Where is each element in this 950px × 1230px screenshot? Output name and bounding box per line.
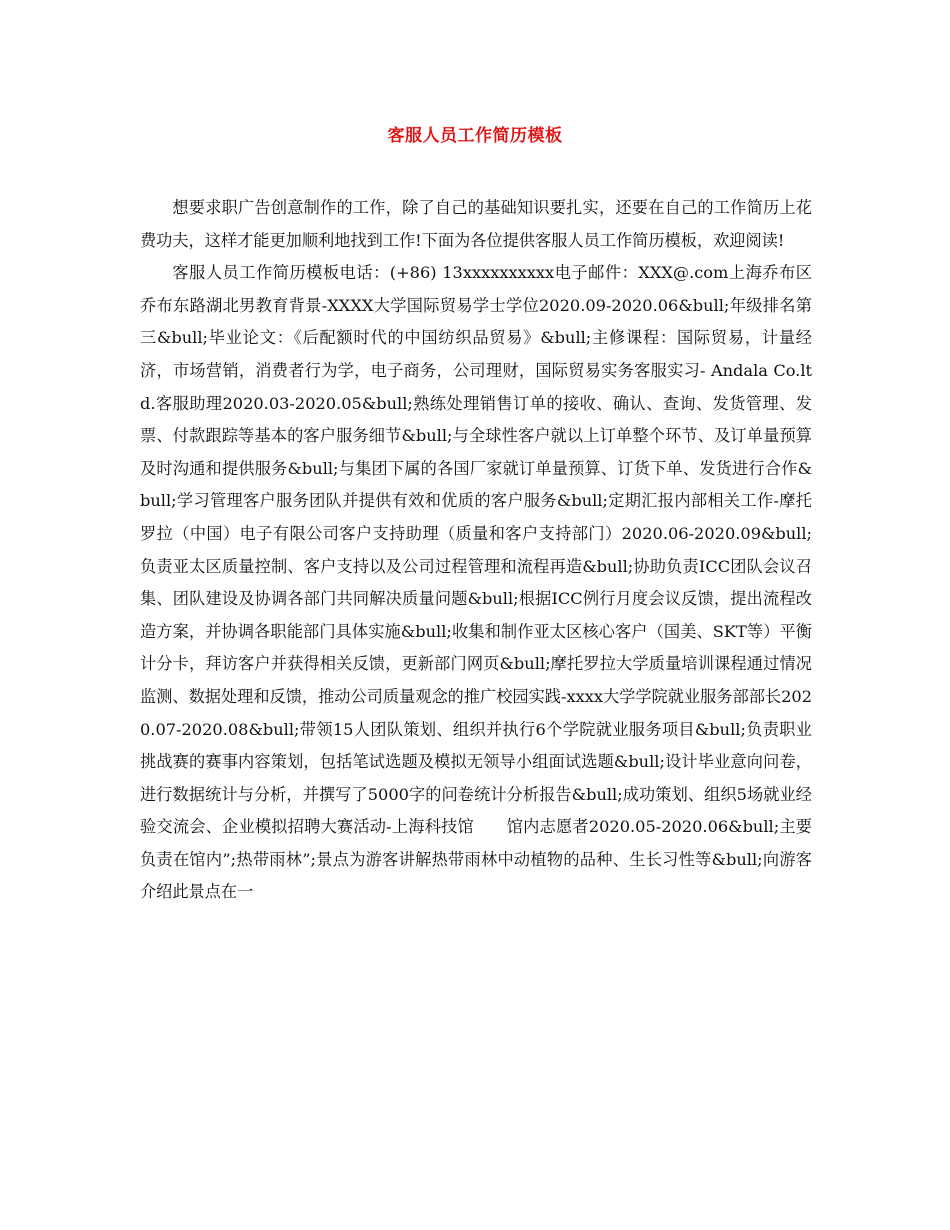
document-title: 客服人员工作简历模板 — [387, 126, 563, 146]
document-body — [140, 192, 812, 909]
resume-paragraph: 客服人员工作简历模板电话：(+86) 13xxxxxxxxxx电子邮件：XXX@.com上海乔布区乔布东路湖北男教育背景-XXXX大学国际贸易学士学位2020.09-2020.06&bull;年级排名第三&bull;毕业论文：《后配额时代的中国纺织品贸易》&bull;主修课程：国际贸易，计量经济，市场营销，消费者行为学，电子商务，公司理财，国际贸易实务客服实习- Andala Co.ltd.客服助理2020.03-2020.05&bull;熟练处理销售订单的接收、确认、查询、发货管理、发票、付款跟踪等基本的客户服务细节&bull;与全球性客户就以上订单整个环节、及订单量预算及时沟通和提供服务&bull;与集团下属的各国厂家就订单量预算、订货下单、发货进行合作&bull;学习管理客户服务团队并提供有效和优质的客户服务&bull;定期汇报内部相关工作-摩托罗拉（中国）电子有限公司客户支持助理（质量和客户支持部门）2020.06-2020.09&bull;负责亚太区质量控制、客户支持以及公司过程管理和流程再造&bull;协助负责ICC团队会议召集、团队建设及协调各部门共同解决质量问题&bull;根据ICC例行月度会议反馈，提出流程改造方案，并协调各职能部门具体实施&bull;收集和制作亚太区核心客户（国美、SKT等）平衡计分卡，拜访客户并获得相关反馈，更新部门网页&bull;摩托罗拉大学质量培训课程通过情况监测、数据处理和反馈，推动公司质量观念的推广校园实践-xxxx大学学院就业服务部部长2020.07-2020.08&bull;带领15人团队策划、组织并执行6个学院就业服务项目&bull;负责职业挑战赛的赛事内容策划，包括笔试选题及模拟无领导小组面试选题&bull;设计毕业意向问卷，进行数据统计与分析，并撰写了5000字的问卷统计分析报告&bull;成功策划、组织5场就业经验交流会、企业模拟招聘大赛活动-上海科技馆 馆内志愿者2020.05-2020.06&bull;主要负责在馆内”;热带雨林”;景点为游客讲解热带雨林中动植物的品种、生长习性等&bull;向游客介绍此景点在一 — [140, 263, 812, 902]
intro-paragraph: 想要求职广告创意制作的工作，除了自己的基础知识要扎实，还要在自己的工作简历上花费功夫，这样才能更加顺利地找到工作!下面为各位提供客服人员工作简历模板，欢迎阅读! — [140, 198, 812, 250]
